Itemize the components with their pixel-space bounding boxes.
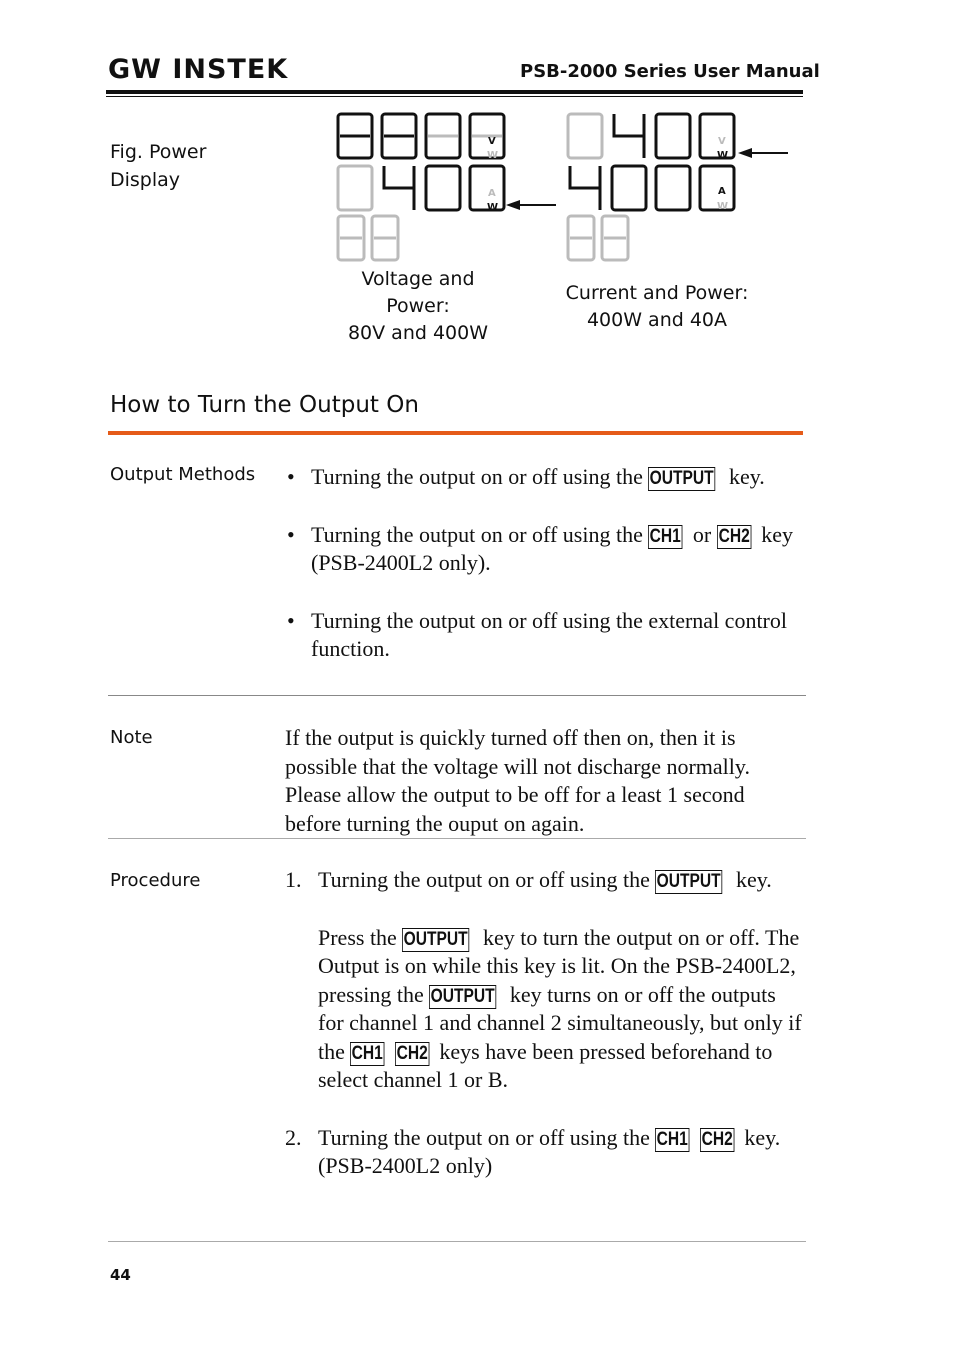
right-arrow-icon bbox=[738, 148, 788, 158]
procedure-step-1: 1. Turning the output on or off using the OUTPUT key. bbox=[285, 867, 772, 892]
ch2-key: CH2 bbox=[396, 1042, 428, 1064]
header-rule-thin bbox=[106, 96, 803, 97]
divider-2 bbox=[108, 838, 806, 839]
note-label: Note bbox=[110, 727, 153, 748]
left-lower-unit-a: A bbox=[488, 188, 496, 199]
procedure-step-1-detail: Press the OUTPUT key to turn the output on or off. The Output is on while this key is lit. On the PSB-2400L2, pressing the OUTPUT key turns on or off the outputs for channel 1 and channel 2 simultaneously, but only if the CH1 CH2 keys have been pressed beforehand to select channel 1 or B. bbox=[318, 924, 802, 1092]
right-lower-unit-w: W bbox=[717, 201, 729, 212]
output-key: OUTPUT bbox=[403, 928, 469, 950]
right-upper-unit-v: V bbox=[718, 136, 726, 147]
section-title: How to Turn the Output On bbox=[110, 392, 419, 418]
note-text: If the output is quickly turned off then on, then it is possible that the voltage will not discharge normally. Please allow the output to be off for a least 1 second before turning the ouput on again. bbox=[285, 725, 750, 836]
right-lower-unit-a: A bbox=[718, 186, 726, 197]
left-small-digits bbox=[338, 216, 398, 260]
output-key: OUTPUT bbox=[430, 985, 495, 1007]
right-small-digits bbox=[568, 216, 628, 260]
right-upper-unit-w: W bbox=[717, 150, 729, 161]
section-rule bbox=[108, 431, 803, 435]
figure-label: Fig. Power Display bbox=[110, 141, 207, 191]
right-caption-line-1: Current and Power: bbox=[565, 282, 749, 304]
manual-title: PSB-2000 Series User Manual bbox=[520, 61, 820, 82]
left-arrow-icon bbox=[506, 200, 556, 210]
header-rule bbox=[106, 90, 803, 94]
right-lower-digits bbox=[570, 166, 734, 210]
left-caption-line-2: Power: bbox=[386, 295, 450, 317]
brand-logo: GW INSTEK bbox=[108, 54, 289, 85]
left-display-figure bbox=[330, 108, 570, 268]
ch2-key: CH2 bbox=[718, 525, 750, 547]
ch1-key: CH1 bbox=[352, 1042, 384, 1064]
left-lower-unit-w: W bbox=[487, 202, 499, 213]
ch1-key: CH1 bbox=[656, 1128, 689, 1150]
ch1-key: CH1 bbox=[649, 525, 682, 547]
output-key: OUTPUT bbox=[656, 871, 722, 892]
left-lower-digits bbox=[338, 166, 504, 210]
right-display-caption bbox=[547, 280, 767, 334]
left-upper-unit-w: W bbox=[487, 150, 499, 161]
list-item: • Turning the output on or off using the external control function. bbox=[285, 607, 805, 664]
left-caption-line-3: 80V and 400W bbox=[347, 322, 489, 344]
list-item: • Turning the output on or off using the OUTPUT key. bbox=[285, 463, 805, 492]
right-display-figure bbox=[560, 108, 800, 268]
output-methods-label: Output Methods bbox=[110, 464, 256, 485]
left-upper-unit-v: V bbox=[488, 136, 496, 147]
ch2-key: CH2 bbox=[701, 1128, 733, 1150]
procedure-label: Procedure bbox=[110, 870, 201, 891]
procedure-step-2: 2. Turning the output on or off using the CH1 CH2 key. (PSB-2400L2 only) bbox=[285, 1124, 781, 1178]
right-caption-line-2: 400W and 40A bbox=[586, 309, 728, 331]
list-item: • Turning the output on or off using the CH1 or CH2 key (PSB-2400L2 only). bbox=[285, 521, 805, 578]
output-key: OUTPUT bbox=[649, 468, 715, 489]
left-upper-digits bbox=[338, 114, 504, 158]
output-methods-list bbox=[285, 463, 805, 693]
left-caption-line-1: Voltage and bbox=[361, 268, 475, 290]
procedure-list bbox=[285, 866, 805, 1181]
page-number: 44 bbox=[110, 1266, 131, 1284]
divider-1 bbox=[108, 695, 806, 696]
divider-3 bbox=[108, 1241, 806, 1242]
right-upper-digits bbox=[568, 114, 734, 158]
left-display-caption bbox=[318, 266, 518, 347]
